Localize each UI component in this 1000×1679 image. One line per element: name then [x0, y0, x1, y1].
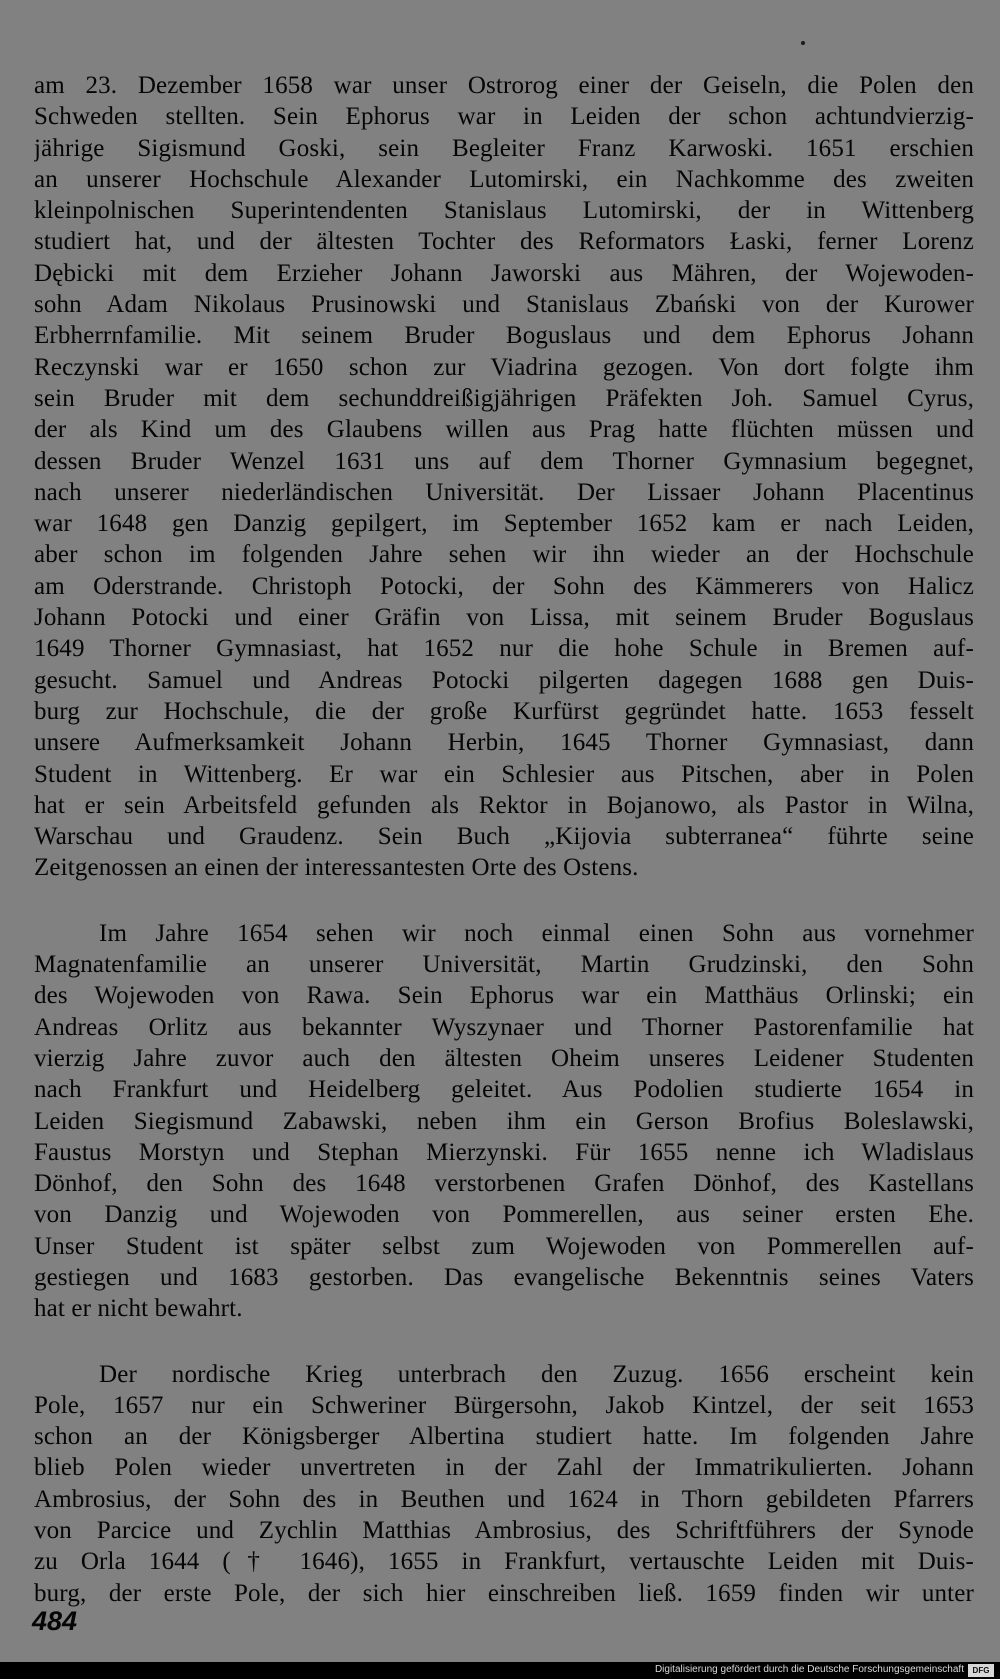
text-line: Unser Student ist später selbst zum Wojewoden von Pommerellen auf-: [34, 1232, 974, 1260]
text-line: jährige Sigismund Goski, sein Begleiter Franz Karwoski. 1651 erschien: [34, 134, 974, 162]
text-line: Ambrosius, der Sohn des in Beuthen und 1624 in Thorn gebildeten Pfarrers: [34, 1485, 974, 1513]
text-line: Dönhof, den Sohn des 1648 verstorbenen Grafen Dönhof, des Kastellans: [34, 1170, 974, 1198]
text-line: am Oderstrande. Christoph Potocki, der Sohn des Kämmerers von Halicz: [34, 572, 974, 600]
text-line: Magnatenfamilie an unserer Universität, Martin Grudzinski, den Sohn: [34, 951, 974, 979]
text-line: nach Frankfurt und Heidelberg geleitet. Aus Podolien studierte 1654 in: [34, 1076, 974, 1104]
text-line: Im Jahre 1654 sehen wir noch einmal einen Sohn aus vornehmer: [99, 919, 974, 947]
text-line: Der nordische Krieg unterbrach den Zuzug. 1656 erscheint kein: [99, 1360, 974, 1388]
text-line: am 23. Dezember 1658 war unser Ostrorog einer der Geiseln, die Polen den: [34, 72, 974, 99]
text-line: nach unserer niederländischen Universität. Der Lissaer Johann Placentinus: [34, 478, 974, 506]
text-line: sein Bruder mit dem sechunddreißigjährigen Präfekten Joh. Samuel Cyrus,: [34, 384, 974, 412]
text-line: der als Kind um des Glaubens willen aus Prag hatte flüchten müssen und: [34, 416, 974, 444]
scan-speck: [801, 41, 805, 45]
text-line: burg, der erste Pole, der sich hier einschreiben ließ. 1659 finden wir unter: [34, 1579, 974, 1607]
text-line: an unserer Hochschule Alexander Lutomirski, ein Nachkomme des zweiten: [34, 165, 974, 193]
text-line: Schweden stellten. Sein Ephorus war in Leiden der schon achtundvierzig-: [34, 103, 974, 131]
text-line: Warschau und Graudenz. Sein Buch „Kijovia subterranea“ führte seine: [34, 823, 974, 851]
text-line: Leiden Siegismund Zabawski, neben ihm ein Gerson Brofius Boleslawski,: [34, 1107, 974, 1135]
text-line: burg zur Hochschule, die der große Kurfürst gegründet hatte. 1653 fesselt: [34, 697, 974, 725]
paragraph-1: [34, 70, 974, 884]
text-line: dessen Bruder Wenzel 1631 uns auf dem Thorner Gymnasium begegnet,: [34, 447, 974, 475]
text-line: Zeitgenossen an einen der interessantesten Orte des Ostens.: [34, 854, 639, 882]
text-line: blieb Polen wieder unvertreten in der Zahl der Immatrikulierten. Johann: [34, 1454, 974, 1482]
text-line: Pole, 1657 nur ein Schweriner Bürgersohn, Jakob Kintzel, der seit 1653: [34, 1391, 974, 1419]
text-line: sohn Adam Nikolaus Prusinowski und Stanislaus Zbański von der Kurower: [34, 291, 974, 319]
text-line: vierzig Jahre zuvor auch den ältesten Oheim unseres Leidener Studenten: [34, 1044, 974, 1072]
text-line: aber schon im folgenden Jahre sehen wir ihn wieder an der Hochschule: [34, 541, 974, 569]
body-text: [34, 70, 974, 1609]
text-line: hat er sein Arbeitsfeld gefunden als Rektor in Bojanowo, als Pastor in Wilna,: [34, 791, 974, 819]
text-line: Faustus Morstyn und Stephan Mierzynski. Für 1655 nenne ich Wladislaus: [34, 1138, 974, 1166]
text-line: Erbherrnfamilie. Mit seinem Bruder Boguslaus und dem Ephorus Johann: [34, 322, 974, 350]
text-line: Student in Wittenberg. Er war ein Schlesier aus Pitschen, aber in Polen: [34, 760, 974, 788]
text-line: Reczynski war er 1650 schon zur Viadrina gezogen. Von dort folgte ihm: [34, 353, 974, 381]
text-line: unsere Aufmerksamkeit Johann Herbin, 1645 Thorner Gymnasiast, dann: [34, 729, 974, 757]
text-line: 1649 Thorner Gymnasiast, hat 1652 nur die hohe Schule in Bremen auf-: [34, 635, 974, 663]
text-line: zu Orla 1644 († 1646), 1655 in Frankfurt, vertauschte Leiden mit Duis-: [34, 1548, 974, 1576]
text-line: von Danzig und Wojewoden von Pommerellen, aus seiner ersten Ehe.: [34, 1201, 974, 1229]
text-line: des Wojewoden von Rawa. Sein Ephorus war ein Matthäus Orlinski; ein: [34, 982, 974, 1010]
text-line: war 1648 gen Danzig gepilgert, im September 1652 kam er nach Leiden,: [34, 510, 974, 538]
text-line: schon an der Königsberger Albertina studiert hatte. Im folgenden Jahre: [34, 1423, 974, 1451]
text-line: gesucht. Samuel und Andreas Potocki pilgerten dagegen 1688 gen Duis-: [34, 666, 974, 694]
text-line: gestiegen und 1683 gestorben. Das evangelische Bekenntnis seines Vaters: [34, 1263, 974, 1291]
text-line: Johann Potocki und einer Gräfin von Lissa, mit seinem Bruder Boguslaus: [34, 604, 974, 632]
text-line: von Parcice und Zychlin Matthias Ambrosius, des Schriftführers der Synode: [34, 1517, 974, 1545]
digitization-credit: Digitalisierung gefördert durch die Deutsche Forschungsgemeinschaft: [654, 1664, 964, 1675]
paragraph-2: [34, 918, 974, 1325]
page-number: 484: [32, 1606, 78, 1636]
dfg-logo: DFG: [968, 1664, 994, 1677]
text-line: kleinpolnischen Superintendenten Stanislaus Lutomirski, der in Wittenberg: [34, 197, 974, 225]
text-line: hat er nicht bewahrt.: [34, 1295, 243, 1323]
paragraph-3: [34, 1359, 974, 1609]
text-line: studiert hat, und der ältesten Tochter des Reformators Łaski, ferner Lorenz: [34, 228, 974, 256]
text-line: Dębicki mit dem Erzieher Johann Jaworski aus Mähren, der Wojewoden-: [34, 259, 974, 287]
text-line: Andreas Orlitz aus bekannter Wyszynaer und Thorner Pastorenfamilie hat: [34, 1013, 974, 1041]
